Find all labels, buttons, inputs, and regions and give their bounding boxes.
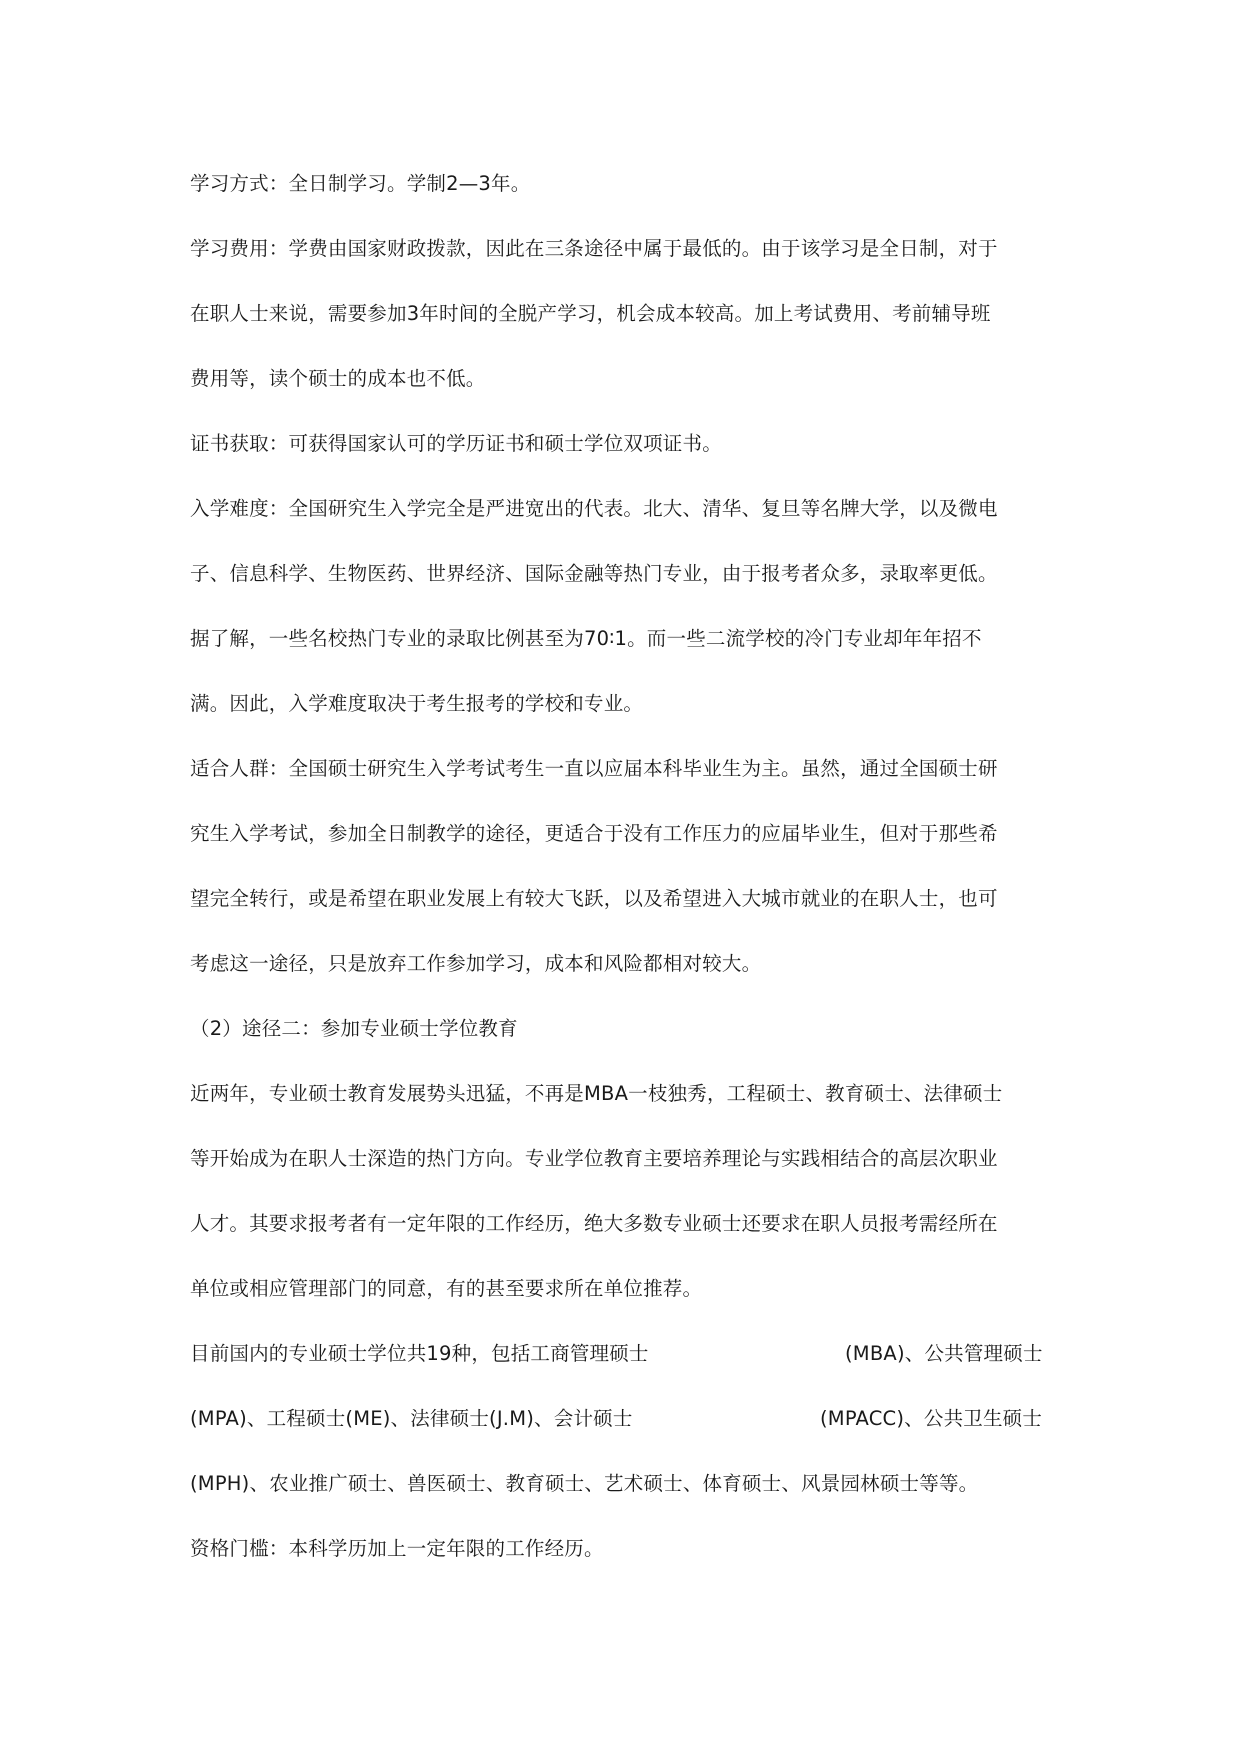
text-line: 等开始成为在职人士深造的热门方向。专业学位教育主要培养理论与实践相结合的高层次职业 xyxy=(190,1147,998,1170)
text-line-split xyxy=(190,1338,1070,1370)
text-line: 学习费用：学费由国家财政拨款，因此在三条途径中属于最低的。由于该学习是全日制，对于 xyxy=(190,237,998,260)
text-line: 子、信息科学、生物医药、世界经济、国际金融等热门专业，由于报考者众多，录取率更低。 xyxy=(190,562,998,585)
section-heading: （2）途径二：参加专业硕士学位教育 xyxy=(190,1017,518,1040)
text-line: 据了解，一些名校热门专业的录取比例甚至为70∶1。而一些二流学校的冷门专业却年年招不 xyxy=(190,627,982,650)
text-line-split xyxy=(190,1403,1070,1435)
text-line: 满。因此，入学难度取决于考生报考的学校和专业。 xyxy=(190,692,644,715)
text-line: 费用等，读个硕士的成本也不低。 xyxy=(190,367,486,390)
text-line: 入学难度：全国研究生入学完全是严进宽出的代表。北大、清华、复旦等名牌大学，以及微电 xyxy=(190,497,998,520)
text-line: 考虑这一途径，只是放弃工作参加学习，成本和风险都相对较大。 xyxy=(190,952,762,975)
text-line-left: (MPA)、工程硕士(ME)、法律硕士(J.M)、会计硕士 xyxy=(190,1407,633,1430)
text-line: 适合人群：全国硕士研究生入学考试考生一直以应届本科毕业生为主。虽然，通过全国硕士研 xyxy=(190,757,998,780)
text-line-right: (MPACC)、公共卫生硕士 xyxy=(820,1407,1043,1430)
text-line: 证书获取：可获得国家认可的学历证书和硕士学位双项证书。 xyxy=(190,432,722,455)
text-line-right: (MBA)、公共管理硕士 xyxy=(845,1342,1043,1365)
text-line: 单位或相应管理部门的同意，有的甚至要求所在单位推荐。 xyxy=(190,1277,703,1300)
text-line: 近两年，专业硕士教育发展势头迅猛，不再是MBA一枝独秀，工程硕士、教育硕士、法律硕士 xyxy=(190,1082,1003,1105)
text-line: 望完全转行，或是希望在职业发展上有较大飞跃，以及希望进入大城市就业的在职人士，也可 xyxy=(190,887,998,910)
text-line-left: 目前国内的专业硕士学位共19种，包括工商管理硕士 xyxy=(190,1342,649,1365)
text-line: 学习方式：全日制学习。学制2—3年。 xyxy=(190,172,531,195)
text-line: 人才。其要求报考者有一定年限的工作经历，绝大多数专业硕士还要求在职人员报考需经所在 xyxy=(190,1212,998,1235)
text-line: 资格门槛：本科学历加上一定年限的工作经历。 xyxy=(190,1537,604,1560)
text-line: 究生入学考试，参加全日制教学的途径，更适合于没有工作压力的应届毕业生，但对于那些希 xyxy=(190,822,998,845)
text-line: (MPH)、农业推广硕士、兽医硕士、教育硕士、艺术硕士、体育硕士、风景园林硕士等等。 xyxy=(190,1472,979,1495)
text-line: 在职人士来说，需要参加3年时间的全脱产学习，机会成本较高。加上考试费用、考前辅导班 xyxy=(190,302,991,325)
